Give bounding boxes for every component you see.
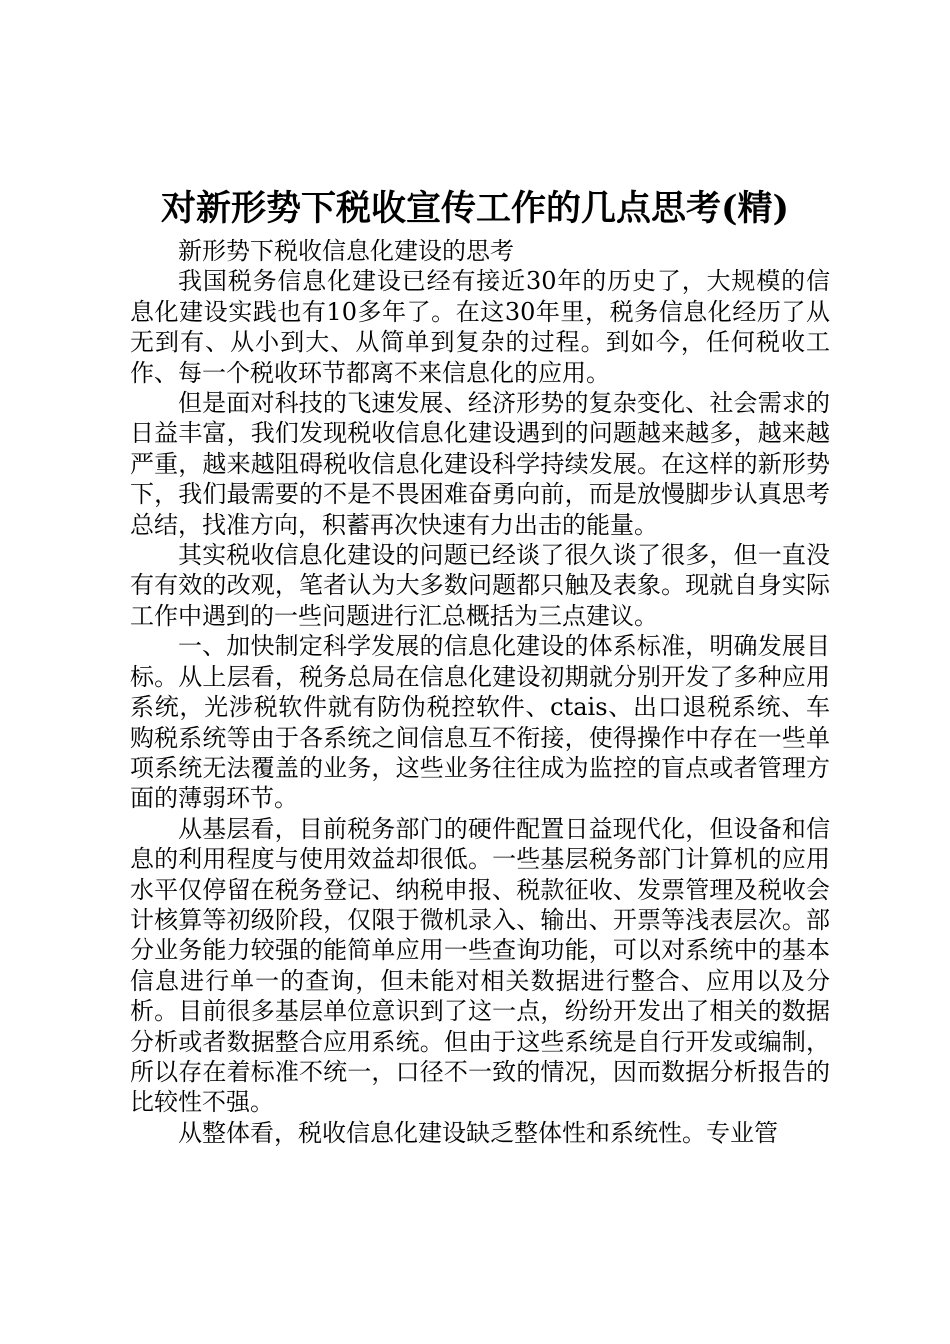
body-paragraph: 从基层看，目前税务部门的硬件配置日益现代化，但设备和信息的利用程度与使用效益却很低。一些基层税务部门计算机的应用水平仅停留在税务登记、纳税申报、税款征收、发票管理及税收会计核算等初级阶段，仅限于微机录入、输出、开票等浅表层次。部分业务能力较强的能简单应用一些查询功能，可以对系统中的基本信息进行单一的查询，但未能对相关数据进行整合、应用以及分析。目前很多基层单位意识到了这一点，纷纷开发出了相关的数据分析或者数据整合应用系统。但由于这些系统是自行开发或编制，所以存在着标准不统一，口径不一致的情况，因而数据分析报告的比较性不强。 [130,814,830,1117]
document-title: 对新形势下税收宣传工作的几点思考(精) [160,188,790,229]
document-body [130,236,830,1148]
body-paragraph: 一、加快制定科学发展的信息化建设的体系标准，明确发展目标。从上层看，税务总局在信息化建设初期就分别开发了多种应用系统，光涉税软件就有防伪税控软件、ctais、出口退税系统、车购税系统等由于各系统之间信息互不衔接，使得操作中存在一些单项系统无法覆盖的业务，这些业务往往成为监控的盲点或者管理方面的薄弱环节。 [130,632,830,813]
body-paragraph: 其实税收信息化建设的问题已经谈了很久谈了很多，但一直没有有效的改观，笔者认为大多数问题都只触及表象。现就自身实际工作中遇到的一些问题进行汇总概括为三点建议。 [130,541,830,630]
body-paragraph: 从整体看，税收信息化建设缺乏整体性和系统性。专业管 [178,1118,778,1147]
body-paragraph: 但是面对科技的飞速发展、经济形势的复杂变化、社会需求的日益丰富，我们发现税收信息化建设遇到的问题越来越多，越来越严重，越来越阻碍税收信息化建设科学持续发展。在这样的新形势下，我们最需要的不是不畏困难奋勇向前，而是放慢脚步认真思考总结，找准方向，积蓄再次快速有力出击的能量。 [130,389,830,539]
subtitle-paragraph: 新形势下税收信息化建设的思考 [178,237,514,265]
body-paragraph: 我国税务信息化建设已经有接近30年的历史了，大规模的信息化建设实践也有10多年了。在这30年里，税务信息化经历了从无到有、从小到大、从简单到复杂的过程。到如今，任何税收工作、每一个税收环节都离不来信息化的应用。 [130,267,830,387]
